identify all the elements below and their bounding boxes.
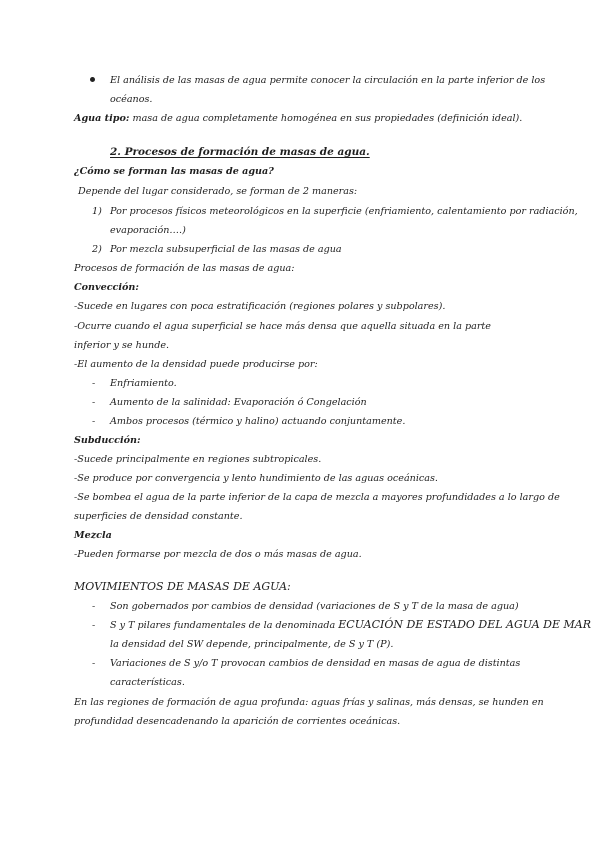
intro-line: Depende del lugar considerado, se forman de 2 maneras:: [78, 186, 358, 197]
subduccion-line-3a: -Se bombea el agua de la parte inferior de la capa de mezcla a mayores profundidades a lo largo de: [74, 492, 560, 503]
dash-3: -: [92, 416, 96, 427]
ecuacion-de-estado: ECUACIÓN DE ESTADO DEL AGUA DE MAR: [338, 618, 591, 631]
conveccion-line-2b: inferior y se hunde.: [74, 340, 170, 351]
subduccion-line-1: -Sucede principalmente en regiones subtropicales.: [74, 454, 322, 465]
movimientos-item-2-cont: la densidad del SW depende, principalmente, de S y T (P).: [110, 639, 394, 650]
causa-2: Aumento de la salinidad: Evaporación ó Congelación: [110, 397, 367, 408]
s3-dash-2: -: [92, 620, 96, 631]
mezcla-line-1: -Pueden formarse por mezcla de dos o más masas de agua.: [74, 549, 362, 560]
closing-line-2: profundidad desencadenando la aparición de corrientes oceánicas.: [74, 716, 401, 727]
conveccion-line-1: -Sucede en lugares con poca estratificación (regiones polares y subpolares).: [74, 301, 446, 312]
item-2-text: Por mezcla subsuperficial de las masas de agua: [110, 244, 342, 255]
subduccion-line-2: -Se produce por convergencia y lento hundimiento de las aguas oceánicas.: [74, 473, 438, 484]
dash-2: -: [92, 397, 96, 408]
item-1-number: 1): [92, 206, 102, 217]
item-2-number: 2): [92, 244, 102, 255]
subduccion-title: Subducción:: [74, 435, 141, 446]
movimientos-item-2-text: S y T pilares fundamentales de la denominada: [110, 620, 339, 631]
agua-tipo-text: masa de agua completamente homogénea en sus propiedades (definición ideal).: [129, 113, 523, 124]
agua-tipo-line: [74, 112, 522, 125]
causa-1: Enfriamiento.: [110, 378, 177, 389]
section-2-heading: 2. Procesos de formación de masas de agua.: [110, 146, 370, 158]
subduccion-line-3b: superficies de densidad constante.: [74, 511, 243, 522]
bullet-text-line-2: océanos.: [110, 94, 153, 105]
movimientos-item-2: [110, 618, 591, 632]
conveccion-line-2a: -Ocurre cuando el agua superficial se hace más densa que aquella situada en la parte: [74, 321, 491, 332]
movimientos-item-1: Son gobernados por cambios de densidad (variaciones de S y T de la masa de agua): [110, 601, 519, 612]
conveccion-line-3: -El aumento de la densidad puede producirse por:: [74, 359, 318, 370]
question-heading: ¿Cómo se forman las masas de agua?: [74, 166, 274, 177]
procesos-line: Procesos de formación de las masas de agua:: [74, 263, 295, 274]
bullet-text-line-1: El análisis de las masas de agua permite conocer la circulación en la parte inferior de los: [110, 75, 546, 86]
mezcla-title: Mezcla: [74, 530, 112, 541]
section-3-heading: MOVIMIENTOS DE MASAS DE AGUA:: [74, 580, 291, 593]
item-1-text-line-2: evaporación….): [110, 225, 186, 236]
s3-dash-3: -: [92, 658, 96, 669]
causa-3: Ambos procesos (térmico y halino) actuando conjuntamente.: [110, 416, 406, 427]
closing-line-1: En las regiones de formación de agua profunda: aguas frías y salinas, más densas, se hunden en: [74, 697, 544, 708]
movimientos-item-3b: características.: [110, 677, 185, 688]
bullet-dot: [90, 77, 95, 82]
item-1-text-line-1: Por procesos físicos meteorológicos en la superficie (enfriamiento, calentamiento por radiación,: [110, 206, 578, 217]
conveccion-title: Convección:: [74, 282, 139, 293]
dash-1: -: [92, 378, 96, 389]
movimientos-item-3a: Variaciones de S y/o T provocan cambios de densidad en masas de agua de distintas: [110, 658, 521, 669]
agua-tipo-label: Agua tipo:: [74, 113, 130, 124]
s3-dash-1: -: [92, 601, 96, 612]
